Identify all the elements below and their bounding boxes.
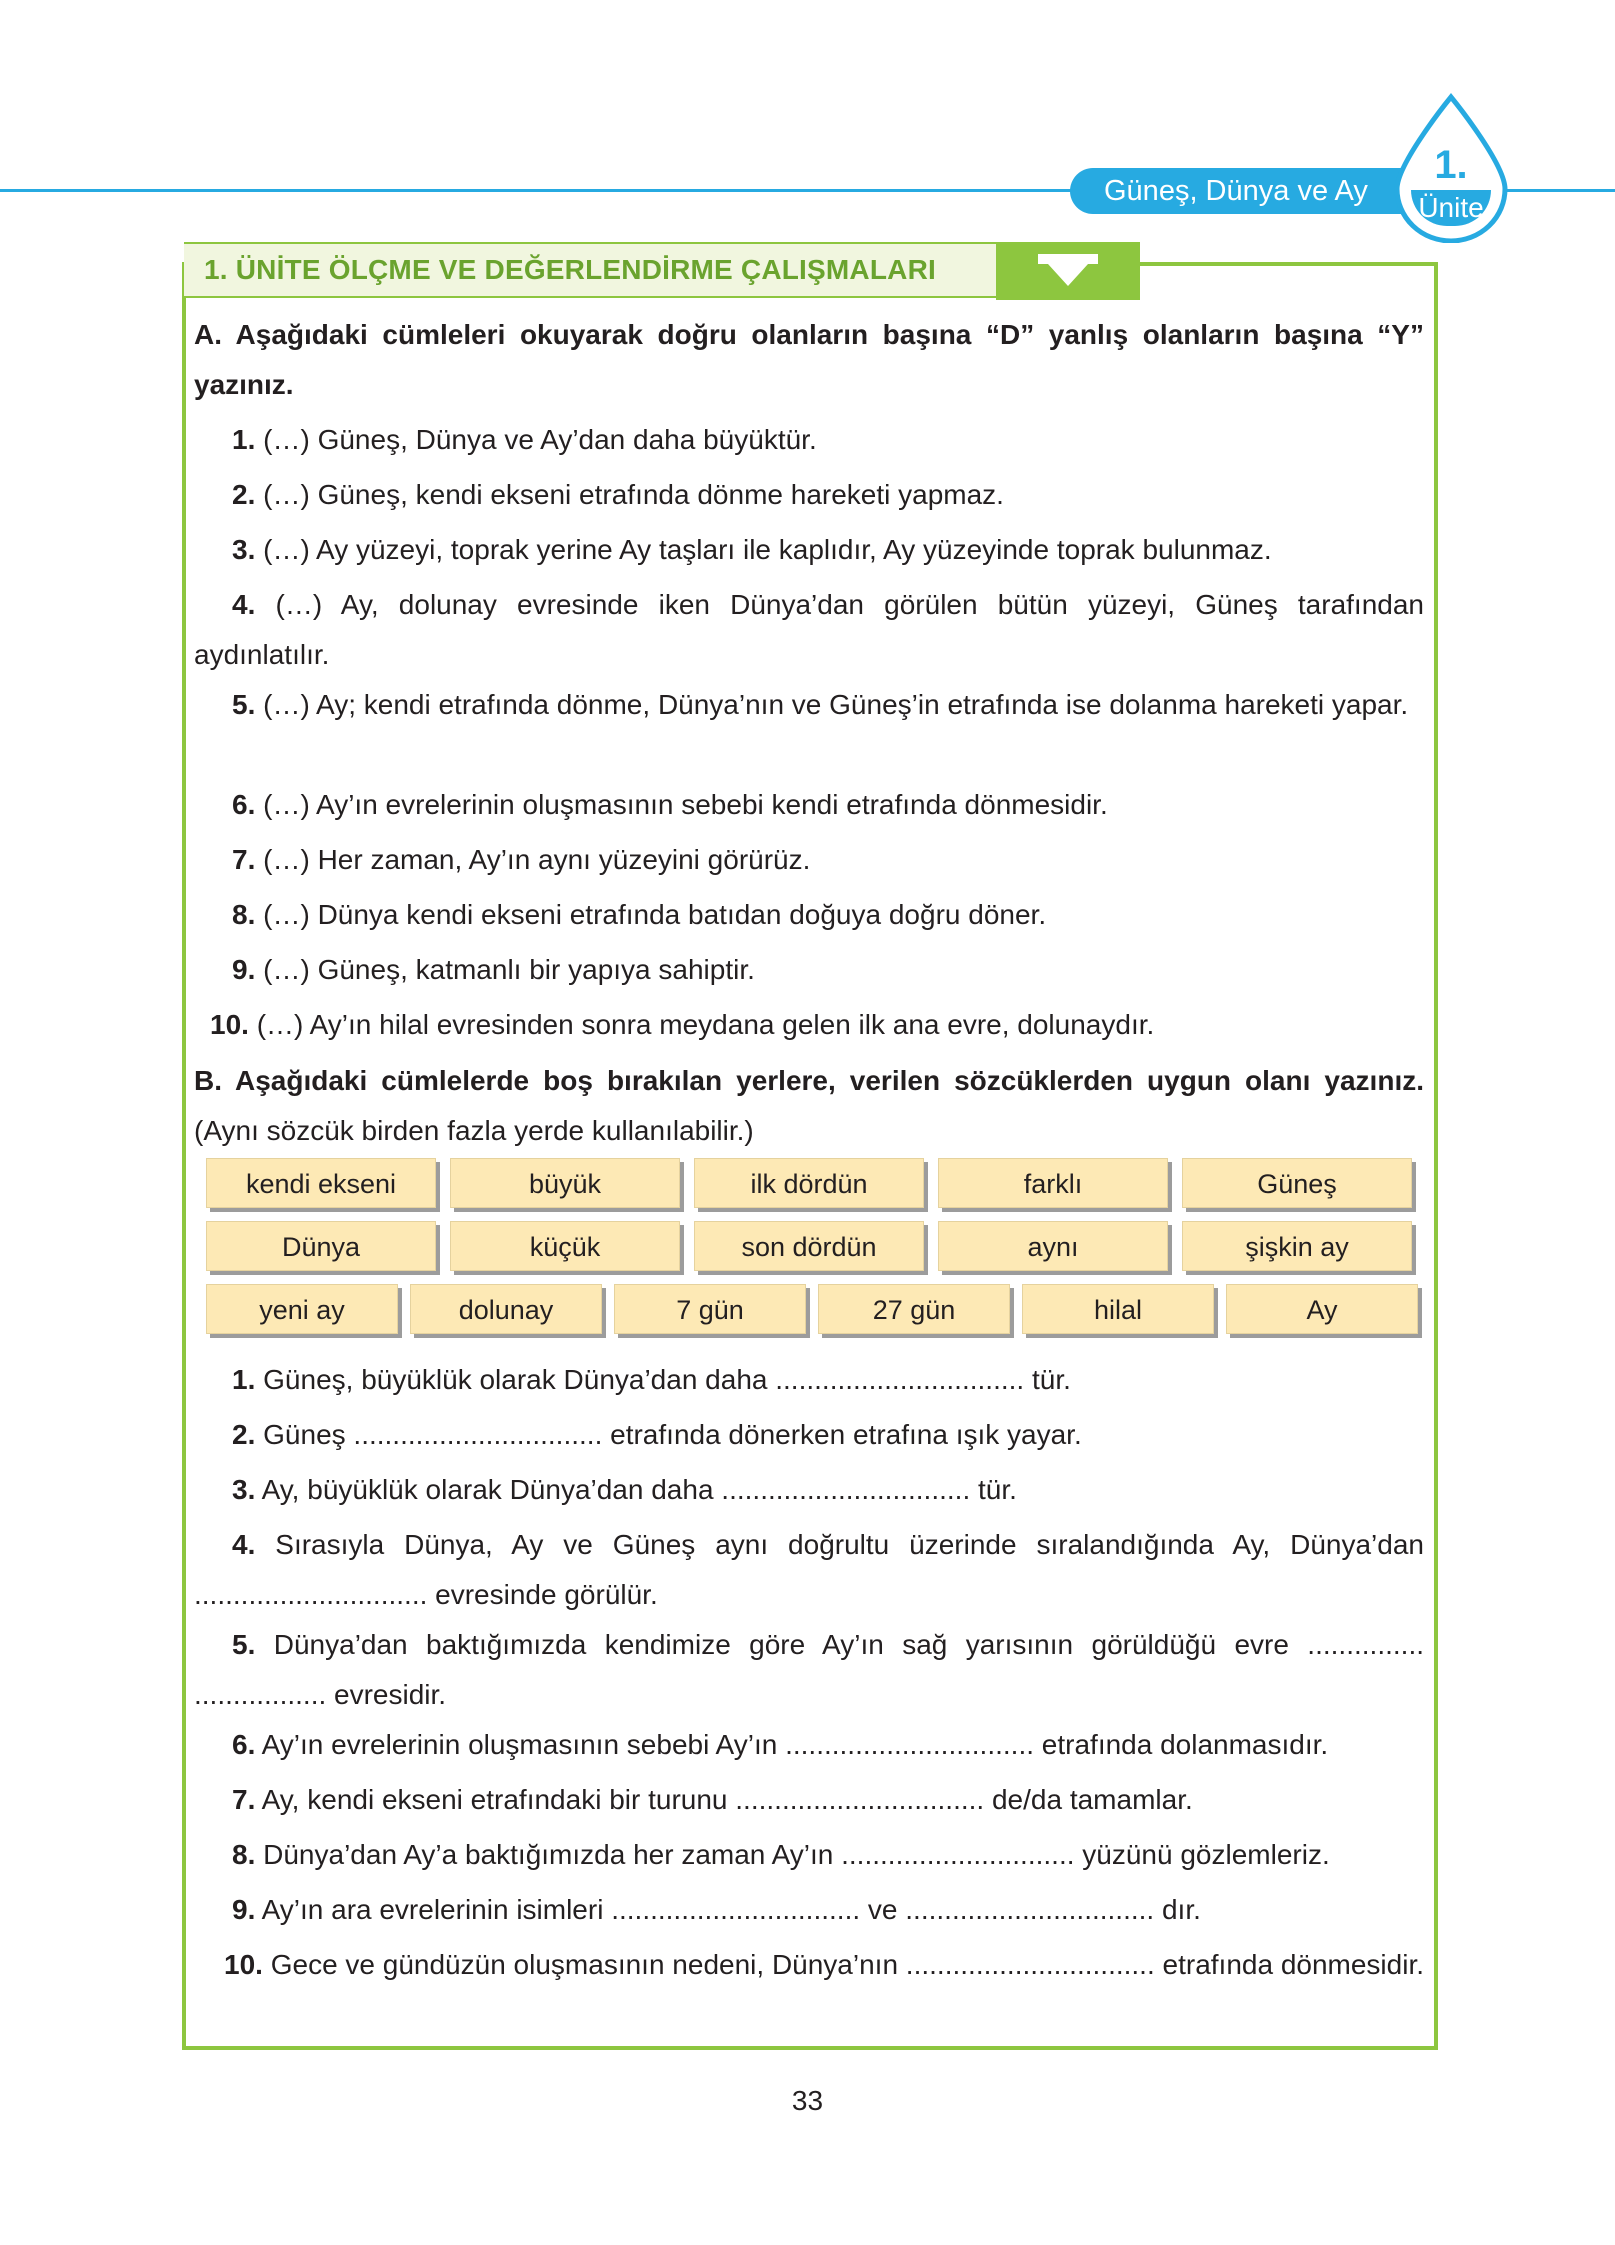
item-number: 8. [232,899,256,930]
unit-number: 1. [1434,143,1468,187]
section-a-item [194,525,1424,575]
item-number: 6. [232,1729,256,1760]
item-text: (…) Ay; kendi etrafında dönme, Dünya’nın ve Güneş’in etrafında ise dolanma hareketi yapar. [255,689,1409,720]
word-bank-item: ilk dördün [694,1158,924,1208]
word-bank-item: Ay [1226,1284,1418,1334]
item-number: 3. [232,1474,256,1505]
unit-word: Ünite [1411,190,1491,226]
word-bank-item: farklı [938,1158,1168,1208]
word-bank-item: 27 gün [818,1284,1010,1334]
item-number: 3. [232,534,256,565]
item-text: Gece ve gündüzün oluşmasının nedeni, Dünya’nın ................................ etrafında dönmesidir. [262,1949,1425,1980]
page-title: 1. ÜNİTE ÖLÇME VE DEĞERLENDİRME ÇALIŞMALARI [184,242,996,298]
section-b-item [194,1940,1424,1990]
item-text: (…) Güneş, katmanlı bir yapıya sahiptir. [255,954,755,985]
word-bank-item: son dördün [694,1221,924,1271]
word-bank-item: küçük [450,1221,680,1271]
item-text: (…) Ay’ın evrelerinin oluşmasının sebebi kendi etrafında dönmesidir. [255,789,1108,820]
word-bank-item: yeni ay [206,1284,398,1334]
item-number: 1. [232,1364,256,1395]
section-b-item [194,1830,1424,1880]
section-a-item [194,680,1424,730]
item-number: 4. [232,589,256,620]
section-b-item [194,1885,1424,1935]
section-a-item [194,835,1424,885]
unit-name: Güneş, Dünya ve Ay [1104,175,1368,207]
page-number: 33 [791,2085,824,2116]
section-b-item [194,1520,1424,1620]
section-a-instruction: A. Aşağıdaki cümleleri okuyarak doğru olanların başına “D” yanlış olanların başına “Y” yazınız. [194,319,1424,400]
item-text: (…) Güneş, Dünya ve Ay’dan daha büyüktür. [255,424,817,455]
word-bank-item: kendi ekseni [206,1158,436,1208]
item-number: 4. [232,1529,256,1560]
word-bank-item: büyük [450,1158,680,1208]
item-number: 10. [224,1949,263,1980]
item-text: (…) Ay’ın hilal evresinden sonra meydana gelen ilk ana evre, dolunaydır. [248,1009,1155,1040]
section-a-item [194,415,1424,465]
section-a-item [194,1000,1424,1050]
section-a-item [194,890,1424,940]
word-bank-item: aynı [938,1221,1168,1271]
item-text: (…) Ay yüzeyi, toprak yerine Ay taşları ile kaplıdır, Ay yüzeyinde toprak bulunmaz. [255,534,1272,565]
item-number: 2. [232,1419,256,1450]
item-text: Güneş, büyüklük olarak Dünya’dan daha ................................ tür. [255,1364,1071,1395]
word-bank-item: hilal [1022,1284,1214,1334]
item-text: (…) Dünya kendi ekseni etrafında batıdan doğuya doğru döner. [255,899,1047,930]
item-text: Ay, kendi ekseni etrafındaki bir turunu ................................ de/da tamamlar. [255,1784,1193,1815]
item-text: Dünya’dan Ay’a baktığımızda her zaman Ay’ın .............................. yüzünü gözlemleriz. [255,1839,1330,1870]
item-text: Dünya’dan baktığımızda kendimize göre Ay’ın sağ yarısının görüldüğü evre ............... ................. evresidir. [194,1629,1424,1710]
word-bank-item: dolunay [410,1284,602,1334]
down-arrow-icon [996,240,1140,302]
word-bank-item: Güneş [1182,1158,1412,1208]
item-number: 10. [210,1009,249,1040]
section-b-item [194,1720,1424,1770]
item-number: 2. [232,479,256,510]
item-text: Ay, büyüklük olarak Dünya’dan daha ................................ tür. [255,1474,1017,1505]
word-bank-item: 7 gün [614,1284,806,1334]
section-b-item [194,1410,1424,1460]
section-b-item [194,1775,1424,1825]
item-number: 9. [232,1894,256,1925]
unit-name-badge [1070,168,1405,214]
item-number: 1. [232,424,256,455]
section-b-instruction-note: (Aynı sözcük birden fazla yerde kullanılabilir.) [194,1115,754,1146]
section-b-item [194,1465,1424,1515]
section-b-item [194,1620,1424,1720]
item-number: 5. [232,1629,256,1660]
section-a-item [194,580,1424,680]
item-number: 7. [232,1784,256,1815]
item-number: 9. [232,954,256,985]
section-a-item [194,780,1424,830]
section-b-instruction [194,1056,1424,1156]
item-number: 5. [232,689,256,720]
item-text: Ay’ın ara evrelerinin isimleri ................................ ve ................................ dır. [255,1894,1201,1925]
item-number: 8. [232,1839,256,1870]
item-text: Sırasıyla Dünya, Ay ve Güneş aynı doğrultu üzerinde sıralandığında Ay, Dünya’dan .............................. evresinde görülür. [194,1529,1424,1610]
item-text: (…) Ay, dolunay evresinde iken Dünya’dan görülen bütün yüzeyi, Güneş tarafından aydınlatılır. [194,589,1424,670]
section-b-item [194,1355,1424,1405]
item-number: 6. [232,789,256,820]
word-bank-item: şişkin ay [1182,1221,1412,1271]
section-b-instruction-bold: B. Aşağıdaki cümlelerde boş bırakılan yerlere, verilen sözcüklerden uygun olanı yazınız. [194,1065,1424,1096]
item-text: Güneş ................................ etrafında dönerken etrafına ışık yayar. [255,1419,1082,1450]
item-text: (…) Güneş, kendi ekseni etrafında dönme hareketi yapmaz. [255,479,1004,510]
item-text: Ay’ın evrelerinin oluşmasının sebebi Ay’ın ................................ etrafında dolanmasıdır. [255,1729,1329,1760]
unit-drop-icon [1389,93,1513,243]
item-number: 7. [232,844,256,875]
section-a-item [194,470,1424,520]
section-a-item [194,945,1424,995]
word-bank-item: Dünya [206,1221,436,1271]
item-text: (…) Her zaman, Ay’ın aynı yüzeyini görürüz. [255,844,811,875]
